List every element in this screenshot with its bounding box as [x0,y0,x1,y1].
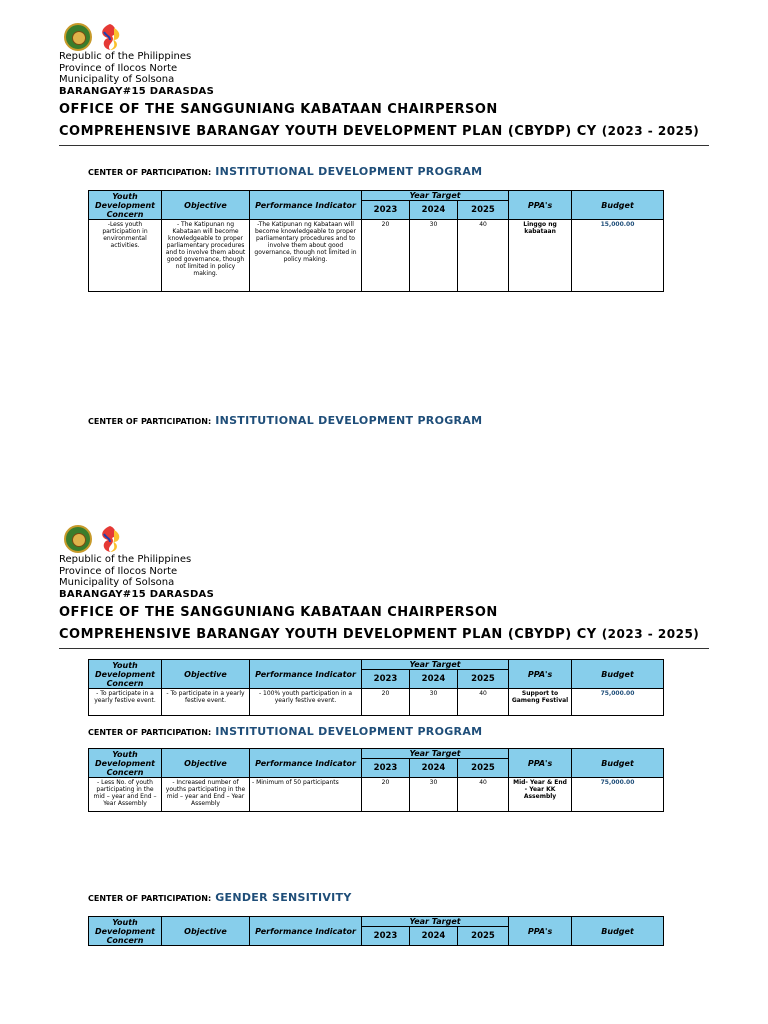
cell-concern: -Less youth participation in environmental activities. [89,220,162,292]
cop-label: CENTER OF PARTICIPATION: [88,894,212,903]
office-title: OFFICE OF THE SANGGUNIANG KABATAAN CHAIRPERSON [59,605,498,620]
cop-label: CENTER OF PARTICIPATION: [88,168,212,177]
th-objective: Objective [162,660,250,689]
municipality-text: Municipality of Solsona [59,577,175,588]
plan-title [59,627,699,642]
cell-objective: - Increased number of youths participating in the mid – year and End – Year Assembly [162,778,250,812]
cell-2025: 40 [458,689,509,716]
th-budget: Budget [572,660,664,689]
th-2023: 2023 [362,670,410,689]
cop-value: INSTITUTIONAL DEVELOPMENT PROGRAM [215,725,483,738]
table-row [89,220,664,292]
cell-indicator: - 100% youth participation in a yearly festive event. [250,689,362,716]
cbydp-table [88,190,664,292]
center-of-participation [88,165,482,178]
th-2023: 2023 [362,927,410,946]
th-budget: Budget [572,191,664,220]
th-concern: Youth Development Concern [89,917,162,946]
cell-2023: 20 [362,778,410,812]
cell-2025: 40 [458,778,509,812]
th-2023: 2023 [362,201,410,220]
table-row [89,778,664,812]
cbydp-table [88,659,664,716]
republic-text: Republic of the Philippines [59,554,192,565]
th-indicator: Performance Indicator [250,749,362,778]
th-2025: 2025 [458,927,509,946]
cell-concern: - To participate in a yearly festive event. [89,689,162,716]
th-indicator: Performance Indicator [250,191,362,220]
cell-indicator: - Minimum of 50 participants [250,778,362,812]
sk-logo-icon [96,524,124,554]
cell-2023: 20 [362,689,410,716]
sk-logo-icon [96,22,124,52]
cell-concern: - Less No. of youth participating in the mid – year and End – Year Assembly [89,778,162,812]
plan-title [59,124,699,139]
th-objective: Objective [162,191,250,220]
cell-ppa: Mid- Year & End - Year KK Assembly [509,778,572,812]
plan-years: (2023 - 2025) [601,627,700,641]
th-objective: Objective [162,917,250,946]
cop-value: INSTITUTIONAL DEVELOPMENT PROGRAM [215,165,483,178]
cell-ppa: Linggo ng kabataan [509,220,572,292]
barangay-text: BARANGAY#15 DARASDAS [59,86,215,97]
cell-2025: 40 [458,220,509,292]
cell-2024: 30 [410,689,458,716]
cop-label: CENTER OF PARTICIPATION: [88,728,212,737]
th-concern: Youth Development Concern [89,749,162,778]
logos [64,524,124,554]
th-2024: 2024 [410,927,458,946]
province-text: Province of Ilocos Norte [59,63,178,74]
th-2024: 2024 [410,201,458,220]
cell-budget: 75,000.00 [572,778,664,812]
th-2024: 2024 [410,670,458,689]
th-2025: 2025 [458,759,509,778]
th-year-target: Year Target [362,917,509,927]
th-ppas: PPA's [509,749,572,778]
plan-title-text: COMPREHENSIVE BARANGAY YOUTH DEVELOPMENT PLAN (CBYDP) CY [59,627,597,642]
th-objective: Objective [162,749,250,778]
th-indicator: Performance Indicator [250,660,362,689]
cell-2024: 30 [410,778,458,812]
th-year-target: Year Target [362,660,509,670]
cop-value: GENDER SENSITIVITY [215,891,352,904]
republic-text: Republic of the Philippines [59,51,192,62]
cell-indicator: -The Katipunan ng Kabataan will become knowledgeable to proper parliamentary procedures and to involve them about good governance, though not limited in policy making. [250,220,362,292]
cell-objective: - To participate in a yearly festive event. [162,689,250,716]
th-2024: 2024 [410,759,458,778]
cbydp-table [88,748,664,812]
th-ppas: PPA's [509,917,572,946]
plan-title-text: COMPREHENSIVE BARANGAY YOUTH DEVELOPMENT PLAN (CBYDP) CY [59,124,597,139]
office-title: OFFICE OF THE SANGGUNIANG KABATAAN CHAIRPERSON [59,102,498,117]
center-of-participation [88,414,482,427]
cbydp-table [88,916,664,946]
th-indicator: Performance Indicator [250,917,362,946]
barangay-text: BARANGAY#15 DARASDAS [59,589,215,600]
th-concern: Youth Development Concern [89,191,162,220]
th-year-target: Year Target [362,749,509,759]
cell-budget: 75,000.00 [572,689,664,716]
logos [64,22,124,52]
cell-2024: 30 [410,220,458,292]
center-of-participation [88,891,352,904]
table-row [89,689,664,716]
th-year-target: Year Target [362,191,509,201]
cell-ppa: Support to Gameng Festival [509,689,572,716]
cop-label: CENTER OF PARTICIPATION: [88,417,212,426]
center-of-participation [88,725,482,738]
th-2025: 2025 [458,201,509,220]
divider [59,145,709,146]
th-2025: 2025 [458,670,509,689]
plan-years: (2023 - 2025) [601,124,700,138]
cell-objective: - The Katipunan ng Kabataan will become knowledgeable to proper parliamentary procedures and to involve them about good governance, though not limited in policy making. [162,220,250,292]
th-ppas: PPA's [509,660,572,689]
divider [59,648,709,649]
cell-2023: 20 [362,220,410,292]
th-concern: Youth Development Concern [89,660,162,689]
cell-budget: 15,000.00 [572,220,664,292]
th-2023: 2023 [362,759,410,778]
th-budget: Budget [572,917,664,946]
municipal-seal-icon [64,525,92,553]
cop-value: INSTITUTIONAL DEVELOPMENT PROGRAM [215,414,483,427]
municipal-seal-icon [64,23,92,51]
th-ppas: PPA's [509,191,572,220]
province-text: Province of Ilocos Norte [59,566,178,577]
municipality-text: Municipality of Solsona [59,74,175,85]
th-budget: Budget [572,749,664,778]
